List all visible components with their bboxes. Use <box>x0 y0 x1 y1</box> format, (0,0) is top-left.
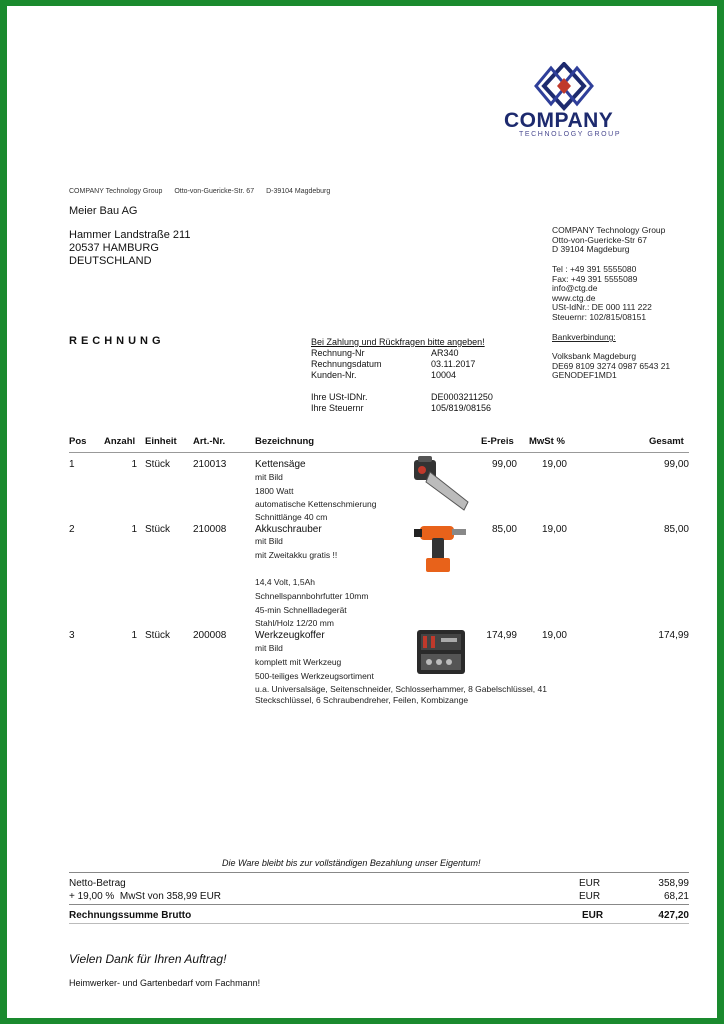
recipient-country: DEUTSCHLAND <box>69 255 152 267</box>
vat-amount: 68,21 <box>663 891 689 902</box>
contact-line: Steuernr: 102/815/08151 <box>552 311 647 322</box>
item-unit: Stück <box>145 524 171 535</box>
meta-label: Kunden-Nr. <box>311 370 357 380</box>
contact-line: info@ctg.de <box>552 283 598 293</box>
item-detail: 1800 Watt <box>255 486 294 496</box>
net-label: Netto-Betrag <box>69 878 126 889</box>
meta-row <box>311 403 521 413</box>
item-total: 99,00 <box>663 459 689 470</box>
meta-row <box>311 370 521 380</box>
bank-title: Bankverbindung: <box>552 332 616 342</box>
item-pos: 1 <box>69 459 75 470</box>
item-detail: u.a. Universalsäge, Seitenschneider, Schlosserhammer, 8 Gabelschlüssel, 41 <box>255 684 547 694</box>
item-art-nr: 210013 <box>193 459 227 470</box>
meta-label: Ihre USt-IDNr. <box>311 392 368 402</box>
item-detail: mit Zweitakku gratis !! <box>255 550 338 560</box>
recipient-name: Meier Bau AG <box>69 205 138 217</box>
item-price: 174,99 <box>486 630 517 641</box>
bank-line: GENODEF1MD1 <box>552 370 617 380</box>
item-subtitle: mit Bild <box>255 536 283 546</box>
meta-row <box>311 348 521 358</box>
item-name: Werkzeugkoffer <box>255 630 325 641</box>
contact-line: www.ctg.de <box>552 292 596 303</box>
totals-divider-bottom <box>69 923 689 924</box>
sender-line-part: COMPANY Technology Group <box>69 188 163 195</box>
company-address-line: Otto-von-Guericke-Str 67 <box>552 234 647 245</box>
item-detail: automatische Kettenschmierung <box>255 499 377 509</box>
item-art-nr: 210008 <box>193 524 227 535</box>
col-header-price: E-Preis <box>481 436 514 447</box>
item-detail: komplett mit Werkzeug <box>255 657 342 667</box>
toolbox-image-icon <box>415 626 467 676</box>
invoice-page <box>7 6 717 1018</box>
retention-note: Die Ware bleibt bis zur vollständigen Bezahlung unser Eigentum! <box>222 858 481 868</box>
meta-value: DE0003211250 <box>431 392 493 402</box>
item-qty: 1 <box>131 459 137 470</box>
meta-value: AR340 <box>431 348 459 358</box>
col-header-total: Gesamt <box>649 436 684 447</box>
vat-label: + 19,00 % MwSt von 358,99 EUR <box>69 891 222 902</box>
item-vat: 19,00 <box>541 459 567 470</box>
net-currency: EUR <box>579 878 601 889</box>
company-address-line: COMPANY Technology Group <box>552 225 666 235</box>
drill-image-icon <box>412 518 468 574</box>
item-detail: 14,4 Volt, 1,5Ah <box>255 577 316 587</box>
logo-subtitle: TECHNOLOGY GROUP <box>519 131 622 138</box>
item-detail: 500-teiliges Werkzeugsortiment <box>255 671 374 681</box>
sender-line-part: Otto-von-Guericke-Str. 67 <box>174 188 255 195</box>
meta-row <box>311 392 521 402</box>
recipient-street: Hammer Landstraße 211 <box>69 229 191 241</box>
company-address-line: D 39104 Magdeburg <box>552 244 630 254</box>
meta-label: Rechnungsdatum <box>311 359 382 369</box>
gross-label: Rechnungssumme Brutto <box>69 910 192 921</box>
col-header-desc: Bezeichnung <box>255 436 315 447</box>
col-header-unit: Einheit <box>145 436 177 447</box>
company-slogan: Heimwerker- und Gartenbedarf vom Fachmann! <box>69 978 261 988</box>
net-amount: 358,99 <box>658 878 689 889</box>
meta-value: 105/819/08156 <box>431 403 492 413</box>
item-detail: Schnellspannbohrfutter 10mm <box>255 591 369 601</box>
payment-reference-heading: Bei Zahlung und Rückfragen bitte angeben! <box>311 337 485 347</box>
gross-amount: 427,20 <box>658 910 689 921</box>
col-header-qty: Anzahl <box>104 436 136 447</box>
meta-value: 03.11.2017 <box>431 359 476 369</box>
item-qty: 1 <box>131 630 137 641</box>
item-unit: Stück <box>145 630 171 641</box>
vat-currency: EUR <box>579 891 601 902</box>
company-logo-icon <box>531 62 597 112</box>
item-detail: Steckschlüssel, 6 Schraubendreher, Feilen, Kombizange <box>255 695 469 705</box>
thank-you-message: Vielen Dank für Ihren Auftrag! <box>69 952 227 966</box>
item-total: 174,99 <box>658 630 689 641</box>
contact-line: Tel : +49 391 5555080 <box>552 264 637 274</box>
bank-details <box>552 352 670 381</box>
meta-label: Ihre Steuernr <box>311 403 364 413</box>
chainsaw-image-icon <box>412 456 470 512</box>
item-unit: Stück <box>145 459 171 470</box>
item-art-nr: 200008 <box>193 630 227 641</box>
header-divider <box>69 452 689 453</box>
item-name: Kettensäge <box>255 459 306 470</box>
sender-line <box>69 188 340 195</box>
recipient-city: 20537 HAMBURG <box>69 242 159 254</box>
totals-divider <box>69 904 689 905</box>
sender-line-part: D-39104 Magdeburg <box>266 188 331 195</box>
item-detail: 45-min Schnellladegerät <box>255 605 347 615</box>
company-address <box>552 226 665 255</box>
bank-line: DE69 8109 3274 0987 6543 21 <box>552 360 671 371</box>
item-pos: 3 <box>69 630 75 641</box>
item-vat: 19,00 <box>541 630 567 641</box>
bank-line: Volksbank Magdeburg <box>552 351 637 361</box>
item-detail: Schnittlänge 40 cm <box>255 512 328 522</box>
item-detail: Stahl/Holz 12/20 mm <box>255 618 334 628</box>
contact-line: USt-IdNr.: DE 000 111 222 <box>552 302 652 312</box>
item-vat: 19,00 <box>541 524 567 535</box>
item-price: 99,00 <box>491 459 517 470</box>
meta-row <box>311 359 521 369</box>
item-pos: 2 <box>69 524 75 535</box>
item-subtitle: mit Bild <box>255 643 283 653</box>
totals-divider-top <box>69 872 689 873</box>
company-contact <box>552 265 652 322</box>
meta-value: 10004 <box>431 370 457 380</box>
col-header-pos: Pos <box>69 436 87 447</box>
contact-line: Fax: +49 391 5555089 <box>552 273 638 284</box>
col-header-art: Art.-Nr. <box>193 436 226 447</box>
item-price: 85,00 <box>491 524 517 535</box>
document-title: RECHNUNG <box>69 335 165 347</box>
item-total: 85,00 <box>663 524 689 535</box>
meta-label: Rechnung-Nr <box>311 348 365 358</box>
gross-currency: EUR <box>582 910 604 921</box>
item-qty: 1 <box>131 524 137 535</box>
col-header-vat: MwSt % <box>529 436 565 447</box>
logo-wordmark: COMPANY <box>504 109 614 132</box>
item-subtitle: mit Bild <box>255 472 283 482</box>
item-name: Akkuschrauber <box>255 524 322 535</box>
